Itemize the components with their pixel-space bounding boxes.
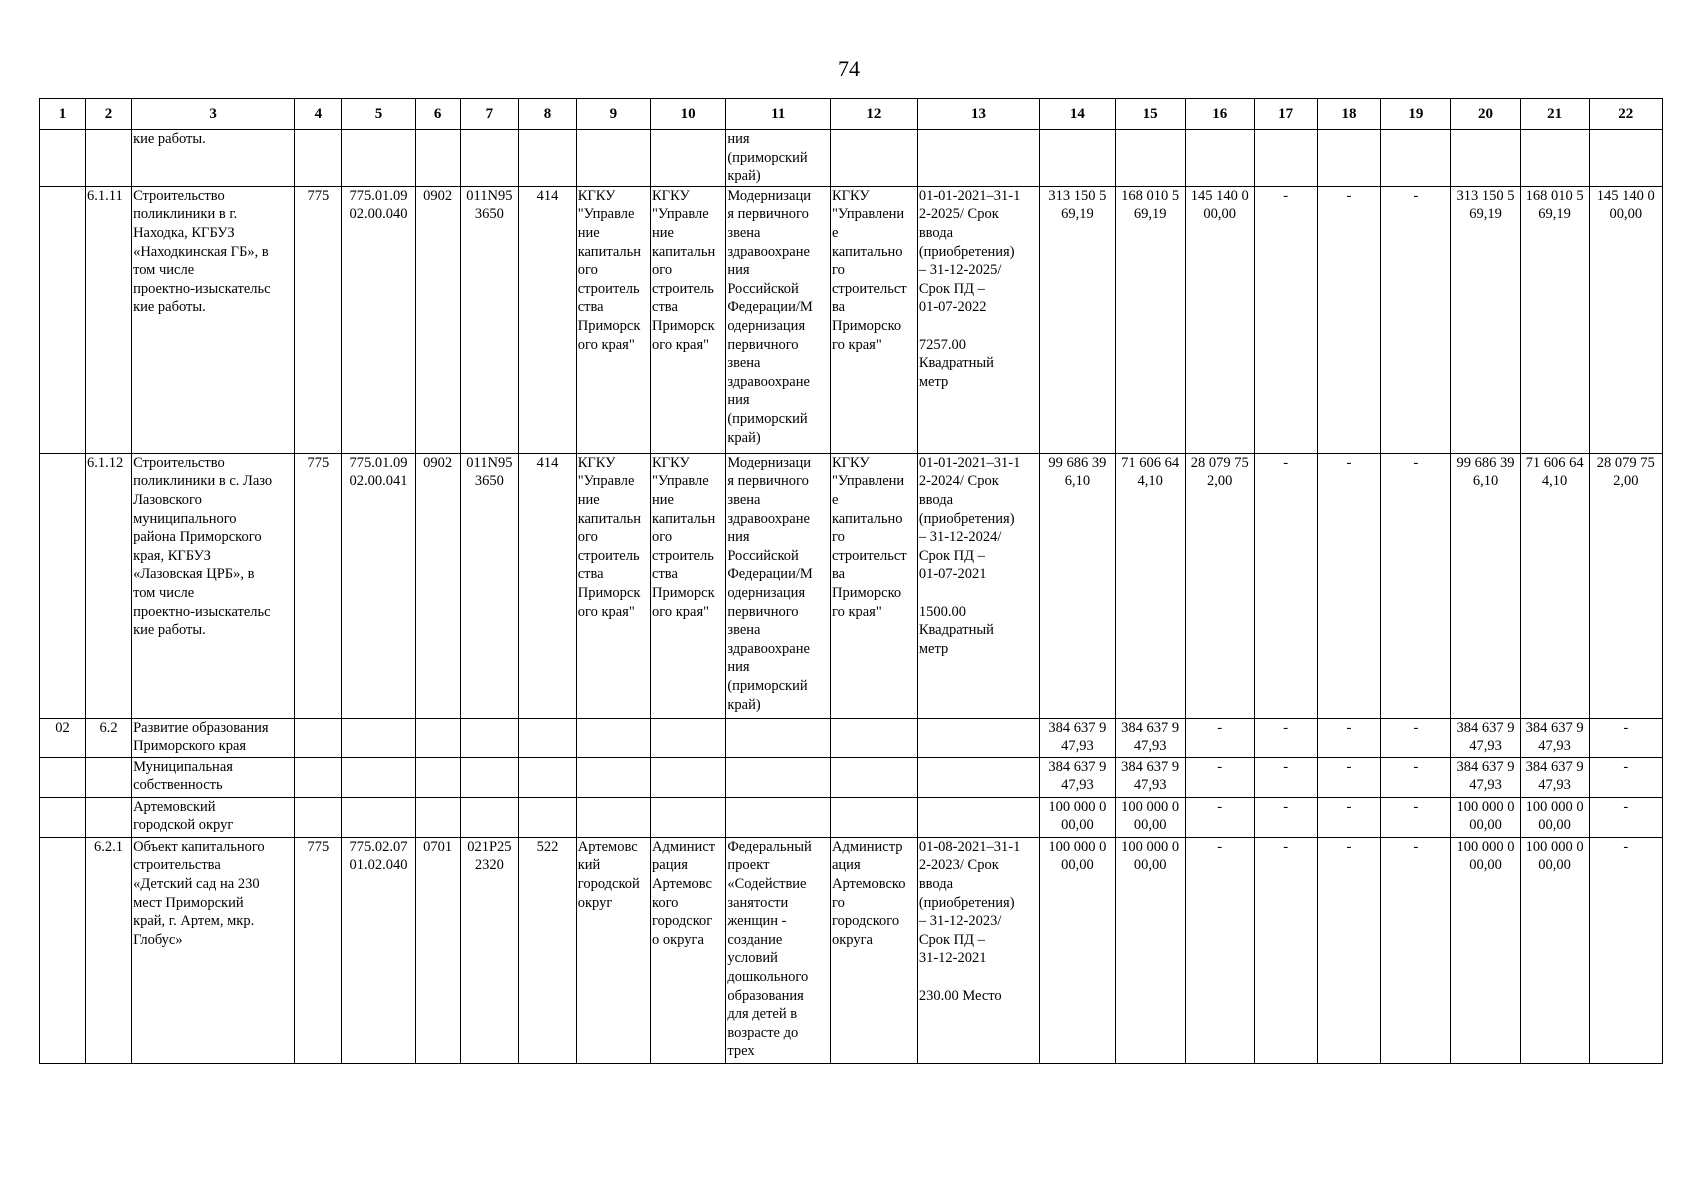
- cell-col19: -: [1381, 718, 1451, 757]
- cell-col19: -: [1381, 453, 1451, 718]
- cell-col22: -: [1589, 718, 1662, 757]
- table-row: [40, 130, 1663, 187]
- cell-col20: 99 686 39 6,10: [1451, 453, 1520, 718]
- cell-col6: 0902: [415, 453, 460, 718]
- cell-col10: [651, 718, 726, 757]
- header-cell: 11: [726, 99, 831, 130]
- cell-col19: -: [1381, 837, 1451, 1063]
- cell-row-number: [40, 186, 86, 453]
- header-cell: 14: [1040, 99, 1115, 130]
- cell-col15: 100 000 0 00,00: [1115, 837, 1185, 1063]
- header-cell: 1: [40, 99, 86, 130]
- cell-col8: [519, 718, 577, 757]
- cell-col7: 011N95 3650: [460, 186, 519, 453]
- cell-col7: 011N95 3650: [460, 453, 519, 718]
- cell-col4: 775: [295, 837, 342, 1063]
- cell-col14: 384 637 9 47,93: [1040, 757, 1115, 797]
- table-row: [40, 797, 1663, 837]
- header-cell: 10: [651, 99, 726, 130]
- cell-col7: [460, 757, 519, 797]
- cell-col15: 384 637 9 47,93: [1115, 718, 1185, 757]
- table-row: [40, 837, 1663, 1063]
- cell-col15: 71 606 64 4,10: [1115, 453, 1185, 718]
- cell-col16: [1185, 130, 1254, 187]
- header-cell: 9: [576, 99, 650, 130]
- cell-col20: 100 000 0 00,00: [1451, 837, 1520, 1063]
- cell-col22: [1589, 130, 1662, 187]
- cell-col14: [1040, 130, 1115, 187]
- cell-item-code: [86, 757, 132, 797]
- cell-col18: [1317, 130, 1381, 187]
- cell-col21: 71 606 64 4,10: [1520, 453, 1589, 718]
- cell-col7: 021P25 2320: [460, 837, 519, 1063]
- cell-col17: -: [1254, 186, 1317, 453]
- cell-col4: 775: [295, 186, 342, 453]
- header-cell: 18: [1317, 99, 1381, 130]
- cell-col19: -: [1381, 797, 1451, 837]
- cell-col12: [830, 797, 917, 837]
- cell-col15: 100 000 0 00,00: [1115, 797, 1185, 837]
- cell-col10: [651, 757, 726, 797]
- header-cell: 3: [132, 99, 295, 130]
- cell-row-number: [40, 797, 86, 837]
- cell-col11: [726, 718, 831, 757]
- cell-col4: [295, 130, 342, 187]
- cell-col17: -: [1254, 757, 1317, 797]
- cell-col14: 100 000 0 00,00: [1040, 837, 1115, 1063]
- table-row: [40, 453, 1663, 718]
- header-row: [40, 99, 1663, 130]
- cell-col8: 414: [519, 453, 577, 718]
- cell-col20: 313 150 5 69,19: [1451, 186, 1520, 453]
- cell-col16: 28 079 75 2,00: [1185, 453, 1254, 718]
- cell-col5: 775.02.07 01.02.040: [342, 837, 415, 1063]
- cell-col21: 168 010 5 69,19: [1520, 186, 1589, 453]
- cell-item-code: 6.1.11: [86, 186, 132, 453]
- cell-col8: [519, 797, 577, 837]
- cell-col19: [1381, 130, 1451, 187]
- cell-col16: -: [1185, 797, 1254, 837]
- cell-col7: [460, 718, 519, 757]
- cell-col9: [576, 757, 650, 797]
- cell-col5: [342, 718, 415, 757]
- cell-col18: -: [1317, 797, 1381, 837]
- cell-item-code: [86, 130, 132, 187]
- header-cell: 6: [415, 99, 460, 130]
- cell-col17: -: [1254, 797, 1317, 837]
- cell-col21: [1520, 130, 1589, 187]
- cell-col15: [1115, 130, 1185, 187]
- cell-col22: 145 140 0 00,00: [1589, 186, 1662, 453]
- cell-col8: [519, 130, 577, 187]
- cell-col15: 384 637 9 47,93: [1115, 757, 1185, 797]
- cell-col20: 384 637 9 47,93: [1451, 718, 1520, 757]
- cell-col16: 145 140 0 00,00: [1185, 186, 1254, 453]
- cell-row-number: 02: [40, 718, 86, 757]
- cell-item-code: 6.2: [86, 718, 132, 757]
- cell-col13: [917, 757, 1039, 797]
- cell-row-number: [40, 837, 86, 1063]
- cell-col8: 414: [519, 186, 577, 453]
- header-cell: 20: [1451, 99, 1520, 130]
- cell-col13: [917, 797, 1039, 837]
- cell-col17: [1254, 130, 1317, 187]
- cell-col22: -: [1589, 797, 1662, 837]
- cell-col18: -: [1317, 186, 1381, 453]
- cell-customer: КГКУ "Управле ние капитальн ого строитель ства Приморск ого края": [576, 453, 650, 718]
- cell-project: Федеральный проект «Содействие занятости женщин - создание условий дошкольного образования для детей в возрасте до трех: [726, 837, 831, 1063]
- cell-col18: -: [1317, 757, 1381, 797]
- cell-col21: 100 000 0 00,00: [1520, 797, 1589, 837]
- cell-row-number: [40, 453, 86, 718]
- cell-col15: 168 010 5 69,19: [1115, 186, 1185, 453]
- cell-col5: [342, 130, 415, 187]
- cell-col9: [576, 718, 650, 757]
- cell-executor: КГКУ "Управлени е капитально го строительст ва Приморско го края": [830, 453, 917, 718]
- cell-project: Модернизаци я первичного звена здравоохране ния Российской Федерации/М одернизация первичного звена здравоохране ния (приморский край): [726, 453, 831, 718]
- cell-object-name: Артемовский городской округ: [132, 797, 295, 837]
- cell-object-name: Строительство поликлиники в г. Находка, КГБУЗ «Находкинская ГБ», в том числе проектно-изыскательс кие работы.: [132, 186, 295, 453]
- header-cell: 4: [295, 99, 342, 130]
- cell-col19: -: [1381, 186, 1451, 453]
- cell-col7: [460, 797, 519, 837]
- cell-col5: 775.01.09 02.00.040: [342, 186, 415, 453]
- header-cell: 2: [86, 99, 132, 130]
- cell-col12: [830, 757, 917, 797]
- header-cell: 15: [1115, 99, 1185, 130]
- cell-col6: [415, 797, 460, 837]
- cell-col9: [576, 130, 650, 187]
- cell-col6: 0902: [415, 186, 460, 453]
- cell-col11: [726, 797, 831, 837]
- cell-col11: [726, 757, 831, 797]
- cell-terms: 01-01-2021–31-1 2-2024/ Срок ввода (приобретения) – 31-12-2024/ Срок ПД – 01-07-2021 1500.00 Квадратный метр: [917, 453, 1039, 718]
- cell-object-name: Муниципальная собственность: [132, 757, 295, 797]
- cell-item-code: 6.2.1: [86, 837, 132, 1063]
- cell-col20: [1451, 130, 1520, 187]
- cell-col8: [519, 757, 577, 797]
- cell-project: ния (приморский край): [726, 130, 831, 187]
- cell-col13: [917, 718, 1039, 757]
- cell-developer: Админист рация Артемовс кого городског о округа: [651, 837, 726, 1063]
- cell-col4: [295, 757, 342, 797]
- cell-col14: 313 150 5 69,19: [1040, 186, 1115, 453]
- cell-object-name: кие работы.: [132, 130, 295, 187]
- cell-object-name: Объект капитального строительства «Детский сад на 230 мест Приморский край, г. Артем, мкр. Глобус»: [132, 837, 295, 1063]
- cell-col12: [830, 130, 917, 187]
- cell-col6: [415, 757, 460, 797]
- cell-executor: КГКУ "Управлени е капитально го строительст ва Приморско го края": [830, 186, 917, 453]
- page-number: 74: [838, 56, 860, 81]
- cell-col10: [651, 130, 726, 187]
- header-cell: 5: [342, 99, 415, 130]
- cell-customer: Артемовс кий городской округ: [576, 837, 650, 1063]
- cell-item-code: [86, 797, 132, 837]
- table-row: [40, 757, 1663, 797]
- cell-col21: 100 000 0 00,00: [1520, 837, 1589, 1063]
- header-cell: 17: [1254, 99, 1317, 130]
- header-cell: 8: [519, 99, 577, 130]
- cell-terms: 01-08-2021–31-1 2-2023/ Срок ввода (приобретения) – 31-12-2023/ Срок ПД – 31-12-2021 230.00 Место: [917, 837, 1039, 1063]
- header-cell: 13: [917, 99, 1039, 130]
- cell-col20: 100 000 0 00,00: [1451, 797, 1520, 837]
- cell-col6: [415, 130, 460, 187]
- cell-col4: [295, 797, 342, 837]
- table-row: [40, 186, 1663, 453]
- cell-col6: [415, 718, 460, 757]
- cell-col5: 775.01.09 02.00.041: [342, 453, 415, 718]
- cell-col4: [295, 718, 342, 757]
- cell-col17: -: [1254, 837, 1317, 1063]
- cell-terms: 01-01-2021–31-1 2-2025/ Срок ввода (приобретения) – 31-12-2025/ Срок ПД – 01-07-2022 7257.00 Квадратный метр: [917, 186, 1039, 453]
- cell-col18: -: [1317, 453, 1381, 718]
- header-cell: 22: [1589, 99, 1662, 130]
- table-row: [40, 718, 1663, 757]
- data-table: [39, 98, 1663, 1064]
- cell-col22: 28 079 75 2,00: [1589, 453, 1662, 718]
- cell-col5: [342, 757, 415, 797]
- cell-col5: [342, 797, 415, 837]
- cell-row-number: [40, 130, 86, 187]
- cell-col6: 0701: [415, 837, 460, 1063]
- header-cell: 21: [1520, 99, 1589, 130]
- cell-developer: КГКУ "Управле ние капитальн ого строитель ства Приморск ого края": [651, 453, 726, 718]
- cell-col13: [917, 130, 1039, 187]
- cell-col18: -: [1317, 837, 1381, 1063]
- cell-col21: 384 637 9 47,93: [1520, 757, 1589, 797]
- cell-col7: [460, 130, 519, 187]
- cell-col16: -: [1185, 757, 1254, 797]
- header-cell: 19: [1381, 99, 1451, 130]
- cell-customer: КГКУ "Управле ние капитальн ого строитель ства Приморск ого края": [576, 186, 650, 453]
- header-cell: 12: [830, 99, 917, 130]
- cell-col10: [651, 797, 726, 837]
- cell-row-number: [40, 757, 86, 797]
- cell-col17: -: [1254, 718, 1317, 757]
- header-cell: 7: [460, 99, 519, 130]
- cell-col22: -: [1589, 837, 1662, 1063]
- cell-col19: -: [1381, 757, 1451, 797]
- cell-col16: -: [1185, 837, 1254, 1063]
- cell-col18: -: [1317, 718, 1381, 757]
- cell-col9: [576, 797, 650, 837]
- cell-col20: 384 637 9 47,93: [1451, 757, 1520, 797]
- cell-col14: 384 637 9 47,93: [1040, 718, 1115, 757]
- cell-col22: -: [1589, 757, 1662, 797]
- cell-executor: Администр ация Артемовско го городского округа: [830, 837, 917, 1063]
- header-cell: 16: [1185, 99, 1254, 130]
- cell-col14: 100 000 0 00,00: [1040, 797, 1115, 837]
- cell-col16: -: [1185, 718, 1254, 757]
- cell-developer: КГКУ "Управле ние капитальн ого строитель ства Приморск ого края": [651, 186, 726, 453]
- cell-col8: 522: [519, 837, 577, 1063]
- cell-project: Модернизаци я первичного звена здравоохране ния Российской Федерации/М одернизация первичного звена здравоохране ния (приморский край): [726, 186, 831, 453]
- cell-item-code: 6.1.12: [86, 453, 132, 718]
- cell-col12: [830, 718, 917, 757]
- cell-col21: 384 637 9 47,93: [1520, 718, 1589, 757]
- cell-object-name: Развитие образования Приморского края: [132, 718, 295, 757]
- cell-col4: 775: [295, 453, 342, 718]
- cell-col14: 99 686 39 6,10: [1040, 453, 1115, 718]
- cell-object-name: Строительство поликлиники в с. Лазо Лазовского муниципального района Приморского края, КГБУЗ «Лазовская ЦРБ», в том числе проектно-изыскательс кие работы.: [132, 453, 295, 718]
- cell-col17: -: [1254, 453, 1317, 718]
